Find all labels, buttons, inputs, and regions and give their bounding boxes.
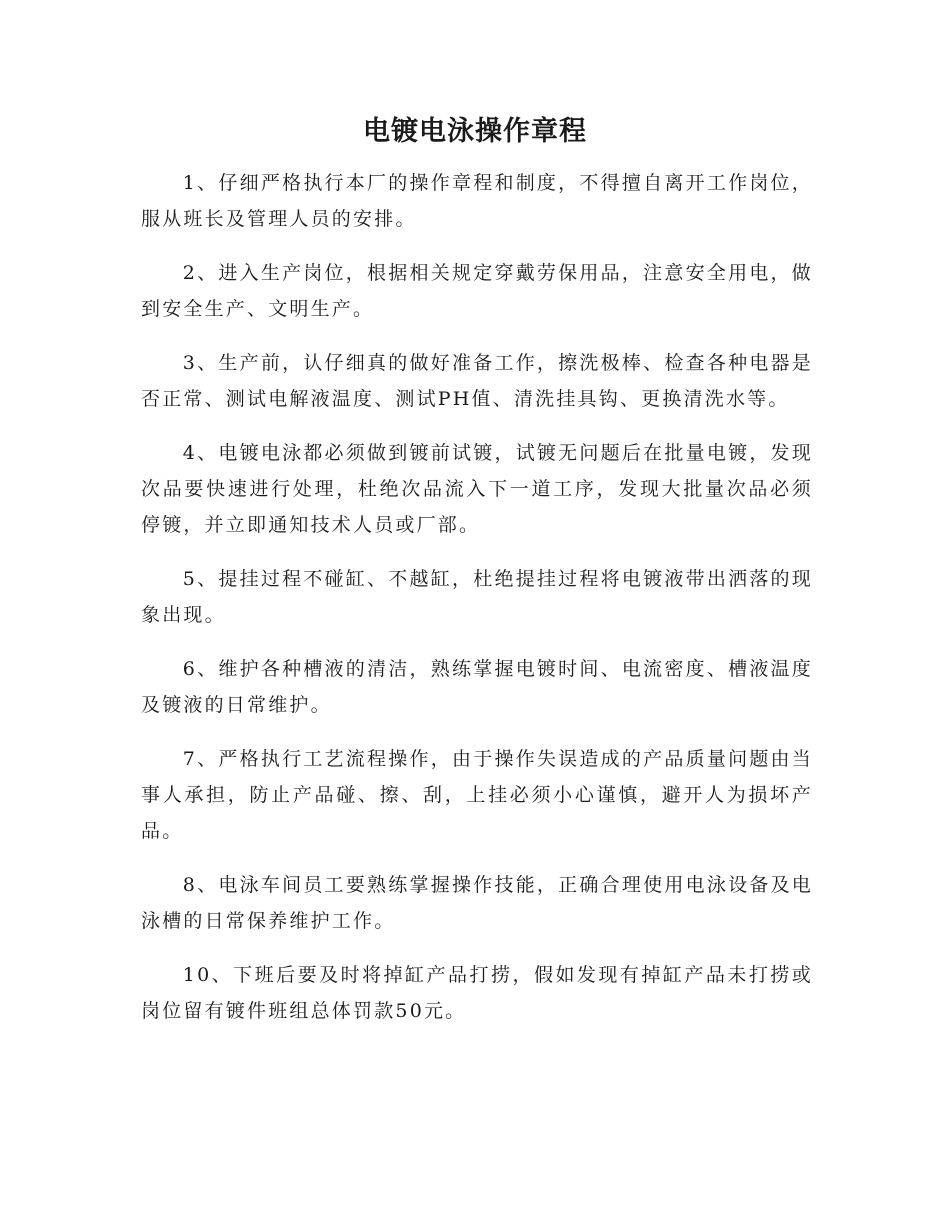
paragraph-1: 1、仔细严格执行本厂的操作章程和制度，不得擅自离开工作岗位，服从班长及管理人员的安排。	[141, 172, 813, 230]
paragraph-5: 5、提挂过程不碰缸、不越缸，杜绝提挂过程将电镀液带出洒落的现象出现。	[141, 568, 813, 626]
paragraph-8: 8、电泳车间员工要熟练掌握操作技能，正确合理使用电泳设备及电泳槽的日常保养维护工作。	[141, 874, 813, 932]
paragraph-7: 7、严格执行工艺流程操作，由于操作失误造成的产品质量问题由当事人承担，防止产品碰、擦、刮，上挂必须小心谨慎，避开人为损坏产品。	[141, 748, 813, 842]
paragraph-10: 10、下班后要及时将掉缸产品打捞，假如发现有掉缸产品未打捞或岗位留有镀件班组总体罚款50元。	[141, 964, 813, 1022]
paragraph-4: 4、电镀电泳都必须做到镀前试镀，试镀无问题后在批量电镀，发现次品要快速进行处理，杜绝次品流入下一道工序，发现大批量次品必须停镀，并立即通知技术人员或厂部。	[141, 442, 813, 536]
paragraph-6: 6、维护各种槽液的清洁，熟练掌握电镀时间、电流密度、槽液温度及镀液的日常维护。	[141, 658, 813, 716]
document-body	[141, 165, 813, 1047]
document-title: 电镀电泳操作章程	[363, 116, 587, 147]
paragraph-2: 2、进入生产岗位，根据相关规定穿戴劳保用品，注意安全用电，做到安全生产、文明生产。	[141, 262, 813, 320]
paragraph-3: 3、生产前，认仔细真的做好准备工作，擦洗极棒、检查各种电器是否正常、测试电解液温度、测试PH值、清洗挂具钩、更换清洗水等。	[141, 352, 813, 410]
